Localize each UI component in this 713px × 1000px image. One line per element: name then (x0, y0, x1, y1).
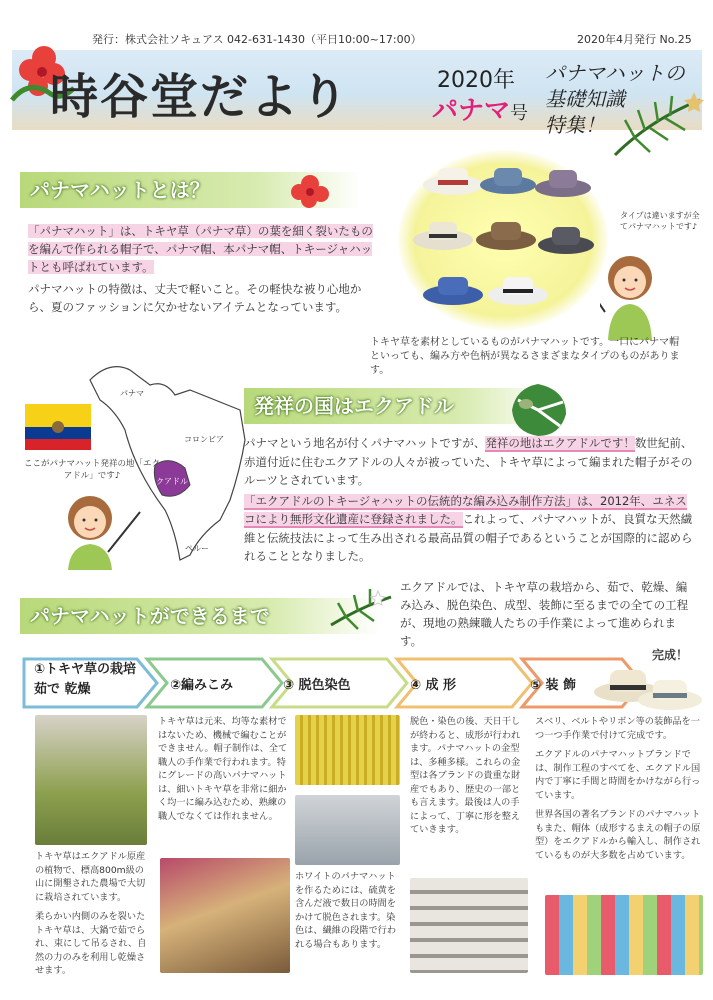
teacher-avatar (60, 492, 145, 570)
step-3: ③ 脱色染色 (283, 678, 351, 693)
palm-leaf-icon (326, 585, 396, 635)
map-label-panama: パナマ (120, 389, 144, 398)
map-caption: ここがパナマハット発祥の地「エクアドル」です♪ (24, 459, 160, 481)
step-2: ②編みこみ (170, 678, 234, 693)
speech-bubble: タイプは違いますが全てパナマハットです♪ (620, 211, 700, 231)
col5-para-2: エクアドルのパナマハットブランドでは、制作工程のすべてを、エクアドル国内で丁寧に手間と時間をかけながら行っています。 (535, 749, 701, 801)
photo-drying-straw (295, 715, 400, 785)
panama-hats-illustration (398, 150, 608, 330)
col2-text: トキヤ草は元来、均等な素材ではないため、機械で編むことができません。帽子制作は、全て職人の手作業で行われます。特にグレードの高いパナマハットは、細いトキヤ草を非常に細かく均一に編み込むため、熟練の職人でなくては作れません。 (158, 716, 288, 822)
map-label-ecuador: エクアドル (148, 477, 188, 486)
map-label-colombia: コロンビア (184, 435, 224, 444)
section1-para1: 「パナマハット」は、トキヤ草（パナマ草）の葉を細く裂いたものを編んで作られる帽子で、パナマ帽、本パナマ帽、トキージャハットとも呼ばれています。 (28, 224, 373, 274)
map-label-peru: ペルー (185, 544, 209, 553)
finished-hats-illustration (590, 660, 705, 715)
issue-name-text: パナマ (432, 96, 511, 126)
col5-para-1: スベリ、ベルトやリボン等の装飾品を一つ一つ手作業で付けて完成です。 (535, 716, 700, 741)
hibiscus-icon (285, 170, 335, 210)
special-line-2: 特集！ (545, 113, 605, 137)
issue-year: 2020年 (437, 68, 515, 93)
col1-text (35, 850, 150, 984)
done-label: 完成！ (652, 648, 689, 662)
section2-highlight-1: 発祥の地はエクアドルです！ (485, 436, 635, 450)
publisher-line: 発行：株式会社ソキュアス 042-631-1430（平日10:00~17:00） (92, 33, 422, 46)
section2-highlight-2: 「エクアドルのトキージャハットの伝統的な編み込み制作方法」は、2012年、ユネスコにより無形文化遺産に登録されました。 (244, 493, 687, 526)
issue-line: 2020年4月発行 No.25 (577, 33, 692, 46)
step-4: ④ 成 形 (410, 678, 457, 693)
teacher-avatar (600, 250, 665, 340)
section-title-origin: 発祥の国はエクアドル (244, 388, 554, 424)
section1-para2: パナマハットの特徴は、丈夫で軽いこと。その軽快な被り心地から、夏のファッションに欠かせないアイテムとなっています。 (28, 282, 362, 314)
col5-para-3: 世界各国の著名ブランドのパナマハットもまた、帽体（成形するまえの帽子の原型）をエクアドルから輸入し、制作されているものが大多数を占めています。 (535, 809, 701, 861)
special-line-1: パナマハットの基礎知識 (545, 61, 685, 111)
ecuador-flag (25, 404, 91, 450)
section2-body-b: 数世紀前、赤道付近に住むエクアドルの人々が被っていた、トキヤ草によって編まれた帽子がそのルーツとされています。 (244, 436, 693, 487)
section2-body-a: パナマという地名が付くパナマハットですが、 (244, 436, 486, 450)
col3-caption: ホワイトのパナマハットを作るためには、硫黄を含んだ液で数日の時間をかけて脱色されます。染色は、繊維の段階で行われる場合もあります。 (295, 871, 397, 950)
col4-text: 脱色・染色の後、天日干しが終わると、成形が行われます。パナマハットの金型は、多種多様。これらの金型は各ブランドの貴重な財産でもあり、歴史の一部とも言えます。最後は人の手によって、丁寧に形を整えていきます。 (410, 716, 521, 835)
step-5: ⑤ 装 飾 (530, 678, 577, 693)
section2-body (244, 434, 694, 566)
monstera-leaf-icon (508, 382, 570, 438)
palm-leaf-icon (610, 90, 705, 160)
section-title-process: パナマハットができるまで (20, 598, 380, 634)
col1-caption-2: 柔らかい内側のみを裂いたトキヤ草は、大鍋で茹でられ、束にして吊るされ、自然の力のみを利用し乾燥させます。 (35, 911, 147, 976)
step-1: ①トキヤ草の栽培 茹で 乾燥 (34, 662, 137, 697)
section1-body (28, 222, 378, 316)
photo-finished-hats (545, 895, 703, 975)
photo-hat-molds (410, 878, 528, 973)
col5-text (535, 715, 703, 868)
col1-caption-1: トキヤ草はエクアドル原産の植物で、標高800m級の山に開墾された農場で大切に栽培されています。 (35, 851, 146, 903)
hats-caption: トキヤ草を素材としているものがパナマハットです。一口にパナマ帽といっても、編み方や色柄が異なるさまざまなタイプのものがあります。 (370, 337, 680, 376)
photo-bleaching (295, 795, 400, 865)
hats-photo (398, 150, 608, 330)
photo-weaving (160, 858, 290, 973)
process-intro: エクアドルでは、トキヤ草の栽培から、茹で、乾燥、編み込み、脱色染色、成型、装飾に至るまでの全ての工程が、現地の熟練職人たちの手作業によって進められます。 (400, 580, 689, 648)
issue-name (432, 90, 528, 127)
masthead-title: 時谷堂だより (50, 69, 351, 125)
section2-body-c: これよって、パナマハットが、良質な天然繊維と伝統技法によって生み出される最高品質の帽子であるということが国際的に認められることとなりました。 (244, 512, 693, 563)
photo-toquilla-harvest (35, 715, 147, 845)
issue-suffix: 号 (510, 103, 529, 124)
section-title-what-is: パナマハットとは？ (20, 172, 360, 208)
